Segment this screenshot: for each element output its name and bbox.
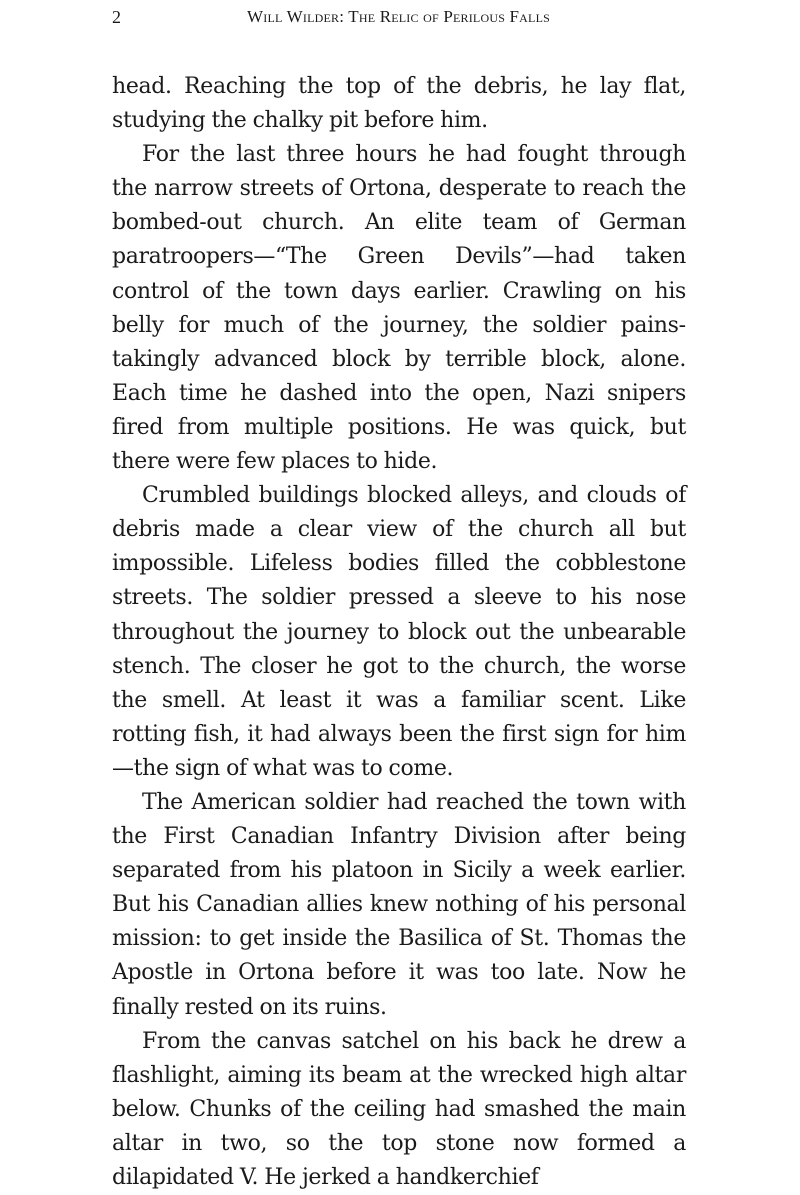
paragraph: From the canvas satchel on his back he drew a flashlight, aiming its beam at the wrecked high altar below. Chunks of the ceiling had smashed the main altar in two, so the top stone now formed a dilapidated V. He jerked a handkerchief xyxy=(112,1028,686,1190)
paragraph: For the last three hours he had fought through the narrow streets of Ortona, desperate to reach the bombed-out church. An elite team of German paratroopers—“The Green Devils”—had taken control of the town days earlier. Crawling on his belly for much of the journey, the soldier painstakingly advanced block by terrible block, alone. Each time he dashed into the open, Nazi snipers fired from multiple positions. He was quick, but there were few places to hide. xyxy=(112,142,686,475)
page-header xyxy=(112,6,685,30)
paragraph: Crumbled buildings blocked alleys, and clouds of debris made a clear view of the church all but impossible. Lifeless bodies filled the cobblestone streets. The soldier pressed a sleeve to his nose throughout the journey to block out the unbearable stench. The closer he got to the church, the worse the smell. At least it was a familiar scent. Like rotting fish, it had always been the first sign for him—the sign of what was to come. xyxy=(112,483,686,781)
running-title: Will Wilder: The Relic of Perilous Falls xyxy=(247,7,550,26)
body-text xyxy=(112,70,686,1195)
paragraph: The American soldier had reached the town with the First Canadian Infantry Division after being separated from his platoon in Sicily a week earlier. But his Canadian allies knew nothing of his personal mission: to get inside the Basilica of St. Thomas the Apostle in Ortona before it was too late. Now he finally rested on its ruins. xyxy=(112,789,686,1020)
paragraph-continued: head. Reaching the top of the debris, he lay flat, studying the chalky pit before him. xyxy=(112,74,686,134)
page-number: 2 xyxy=(112,7,121,27)
